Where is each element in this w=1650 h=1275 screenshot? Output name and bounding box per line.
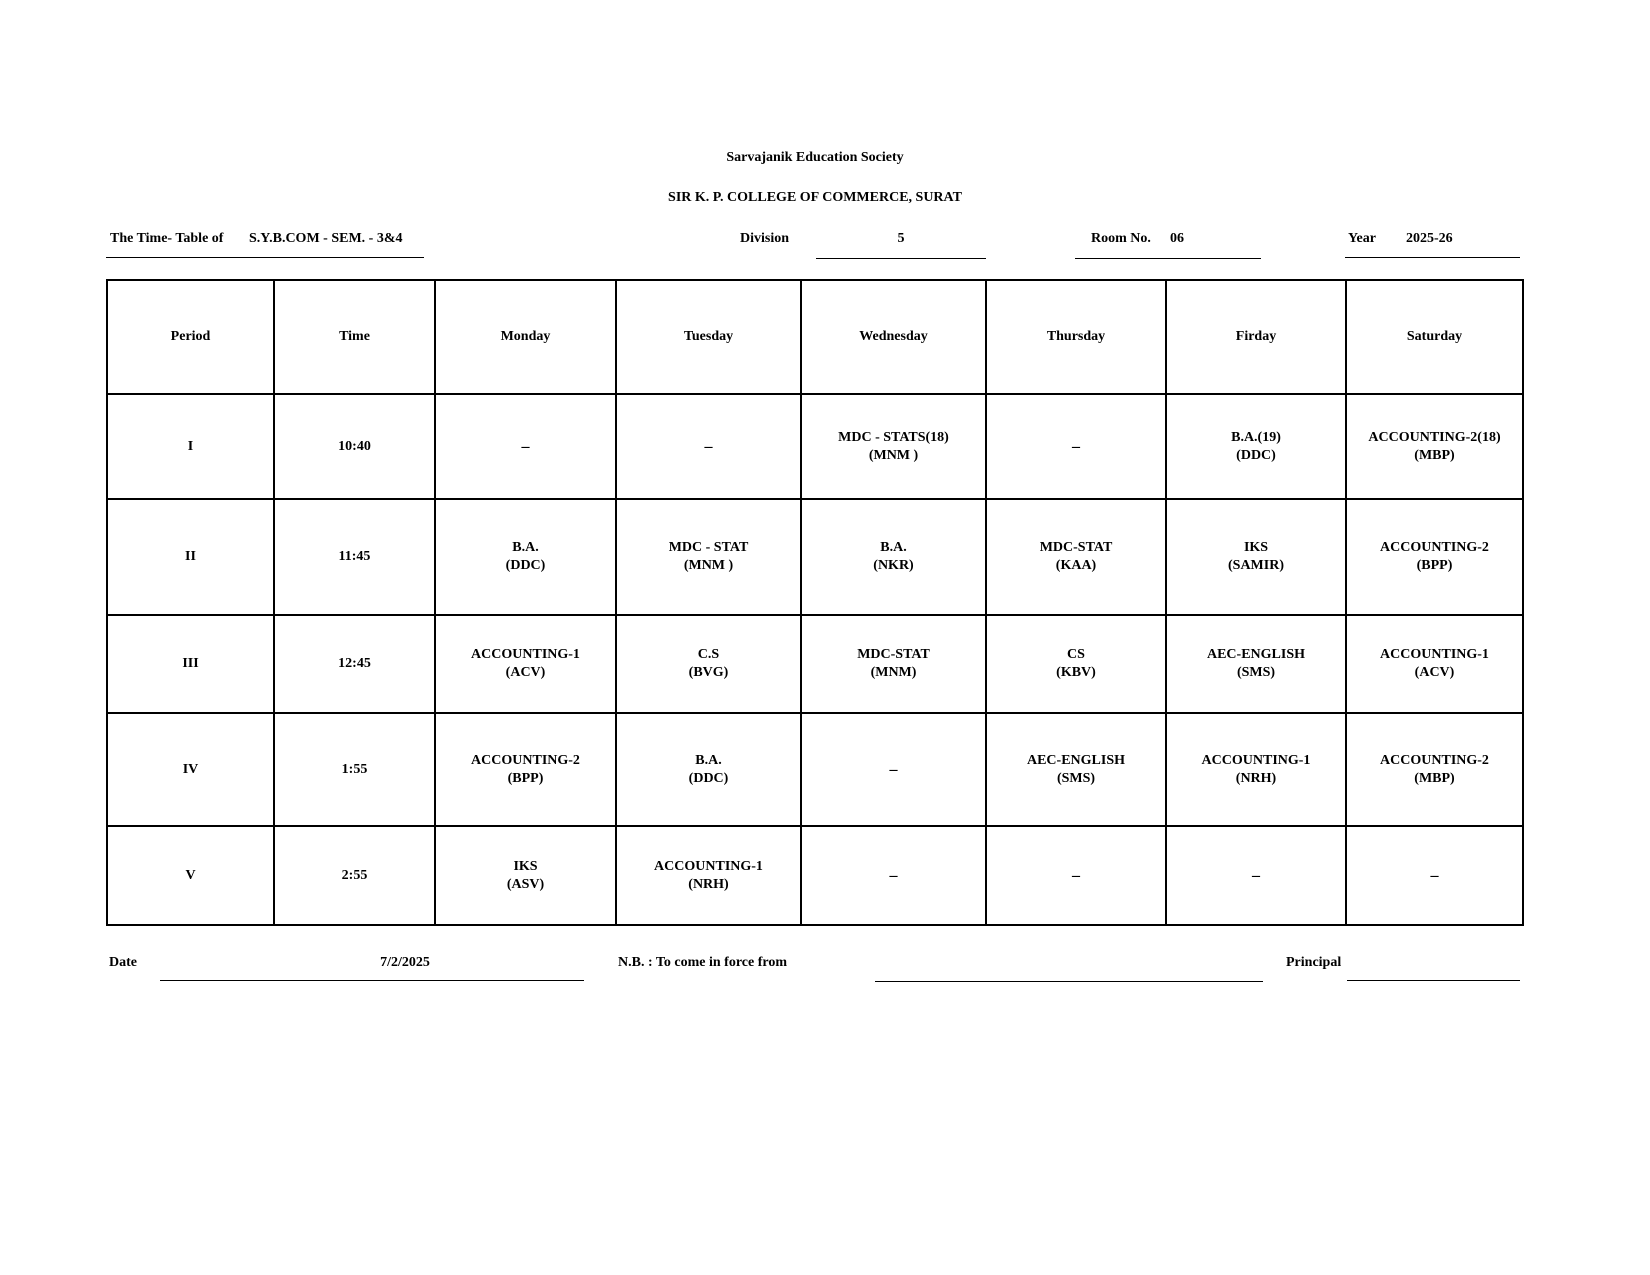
class-cell <box>616 615 801 713</box>
subject: B.A. <box>880 540 907 555</box>
empty-slot: – <box>704 437 713 455</box>
subject: ACCOUNTING-1 <box>1380 647 1489 662</box>
principal-underline <box>1347 980 1520 981</box>
class-cell <box>801 615 986 713</box>
society-name: Sarvajanik Education Society <box>726 150 904 165</box>
subject: C.S <box>697 647 720 662</box>
faculty: (BPP) <box>507 770 544 786</box>
faculty: (MNM ) <box>868 447 919 463</box>
class-cell <box>616 826 801 925</box>
subject: ACCOUNTING-2 <box>1380 752 1489 768</box>
faculty: (KAA) <box>1055 558 1097 573</box>
column-header: Wednesday <box>801 280 986 394</box>
class-cell <box>1346 615 1523 713</box>
subject: B.A. <box>512 540 539 555</box>
subject: ACCOUNTING-2(18) <box>1368 429 1501 445</box>
column-header: Tuesday <box>616 280 801 394</box>
nb-underline <box>875 981 1263 982</box>
period-cell: II <box>107 499 274 615</box>
subject: MDC - STATS(18) <box>838 429 949 445</box>
class-cell <box>616 713 801 826</box>
time-cell: 10:40 <box>274 394 435 499</box>
empty-slot: – <box>1072 866 1080 884</box>
subject: AEC-ENGLISH <box>1026 752 1126 768</box>
college-name: SIR K. P. COLLEGE OF COMMERCE, SURAT <box>668 190 962 205</box>
subject: ACCOUNTING-1 <box>471 647 580 662</box>
subject: AEC-ENGLISH <box>1206 647 1306 662</box>
nb-label: N.B. : To come in force from <box>618 955 788 970</box>
empty-slot: – <box>889 866 898 884</box>
column-header: Monday <box>435 280 616 394</box>
faculty: (BVG) <box>688 665 729 680</box>
header-row <box>107 280 1523 394</box>
subject: ACCOUNTING-2 <box>471 752 580 768</box>
class-cell <box>1166 394 1346 499</box>
principal-label: Principal <box>1286 955 1342 970</box>
empty-slot: – <box>889 760 898 778</box>
class-cell <box>435 826 616 925</box>
class-cell <box>801 394 986 499</box>
faculty: (SMS) <box>1236 665 1276 680</box>
division-label: Division <box>740 231 790 246</box>
class-cell <box>801 826 986 925</box>
subject: MDC-STAT <box>1039 540 1113 555</box>
faculty: (KBV) <box>1056 665 1096 680</box>
column-header: Firday <box>1166 280 1346 394</box>
subject: ACCOUNTING-2 <box>1380 540 1489 555</box>
timetable-label: The Time- Table of <box>110 231 224 246</box>
class-cell <box>435 394 616 499</box>
class-cell <box>801 499 986 615</box>
column-header: Saturday <box>1346 280 1523 394</box>
class-cell <box>1166 826 1346 925</box>
table-row <box>107 713 1523 826</box>
empty-slot: – <box>521 437 530 455</box>
faculty: (NKR) <box>873 558 914 573</box>
faculty: (DDC) <box>1236 447 1276 463</box>
table-row <box>107 394 1523 499</box>
faculty: (MBP) <box>1414 770 1455 786</box>
timetable-grid <box>106 279 1524 926</box>
period-cell: IV <box>107 713 274 826</box>
faculty: (SAMIR) <box>1228 558 1284 573</box>
subject: CS <box>1067 647 1085 662</box>
table-row <box>107 615 1523 713</box>
time-cell: 11:45 <box>274 499 435 615</box>
date-underline <box>160 980 584 981</box>
time-cell: 1:55 <box>274 713 435 826</box>
subject: B.A. <box>695 752 722 768</box>
subject: MDC - STAT <box>668 540 749 555</box>
period-cell: III <box>107 615 274 713</box>
class-cell <box>986 615 1166 713</box>
class-cell <box>1166 713 1346 826</box>
class-cell <box>1166 615 1346 713</box>
course-underline <box>106 257 424 258</box>
division-underline <box>816 258 986 259</box>
year-value: 2025-26 <box>1406 231 1453 246</box>
room-label: Room No. <box>1091 231 1151 246</box>
year-underline <box>1345 257 1520 258</box>
room-underline <box>1075 258 1261 259</box>
subject: ACCOUNTING-1 <box>654 858 763 874</box>
subject: MDC-STAT <box>857 647 930 662</box>
class-cell <box>986 713 1166 826</box>
subject: B.A.(19) <box>1231 429 1281 445</box>
period-cell: I <box>107 394 274 499</box>
class-cell <box>435 615 616 713</box>
faculty: (ACV) <box>1414 665 1455 680</box>
faculty: (ASV) <box>506 876 545 892</box>
class-cell <box>616 394 801 499</box>
empty-slot: – <box>1252 866 1260 884</box>
column-header: Time <box>274 280 435 394</box>
class-cell <box>1346 713 1523 826</box>
faculty: (BPP) <box>1416 558 1453 573</box>
course-name: S.Y.B.COM - SEM. - 3&4 <box>249 231 403 246</box>
column-header: Thursday <box>986 280 1166 394</box>
faculty: (SMS) <box>1056 770 1096 786</box>
faculty: (DDC) <box>688 770 729 786</box>
room-value: 06 <box>1170 231 1184 246</box>
column-header: Period <box>107 280 274 394</box>
class-cell <box>616 499 801 615</box>
table-row <box>107 499 1523 615</box>
class-cell <box>986 826 1166 925</box>
faculty: (DDC) <box>505 558 546 573</box>
faculty: (MNM ) <box>683 558 734 573</box>
class-cell <box>986 499 1166 615</box>
class-cell <box>1346 394 1523 499</box>
subject: ACCOUNTING-1 <box>1201 752 1311 768</box>
class-cell <box>1346 826 1523 925</box>
faculty: (MNM) <box>870 665 917 680</box>
year-label: Year <box>1348 231 1376 246</box>
class-cell <box>986 394 1166 499</box>
faculty: (ACV) <box>505 665 546 680</box>
class-cell <box>1346 499 1523 615</box>
date-label: Date <box>109 955 137 970</box>
subject: IKS <box>513 858 538 874</box>
faculty: (MBP) <box>1414 447 1455 463</box>
class-cell <box>435 499 616 615</box>
class-cell <box>435 713 616 826</box>
division-value: 5 <box>897 231 905 246</box>
faculty: (NRH) <box>1235 770 1277 786</box>
subject: IKS <box>1243 540 1269 555</box>
period-cell: V <box>107 826 274 925</box>
empty-slot: – <box>1430 866 1439 884</box>
class-cell <box>801 713 986 826</box>
time-cell: 12:45 <box>274 615 435 713</box>
empty-slot: – <box>1072 437 1080 455</box>
faculty: (NRH) <box>688 876 729 892</box>
time-cell: 2:55 <box>274 826 435 925</box>
table-row <box>107 826 1523 925</box>
date-value: 7/2/2025 <box>380 955 430 970</box>
class-cell <box>1166 499 1346 615</box>
